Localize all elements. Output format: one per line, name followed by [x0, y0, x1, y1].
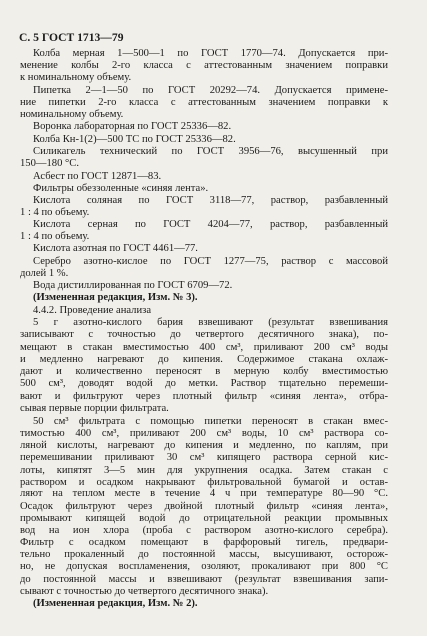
- text-line: но, не допуская воспламенения, озоляют, прокаливают при 800 °С: [20, 561, 388, 572]
- text-line: Фильтры обеззоленные «синяя лента».: [33, 183, 209, 194]
- text-line: Асбест по ГОСТ 12871—83.: [33, 171, 162, 182]
- text-line: вод на ион хлора (проба с раствором азотно-кислого серебра).: [20, 525, 388, 536]
- text-line: 150—180 °С.: [20, 158, 79, 169]
- text-line: записывают с точностью до четвертого десятичного знака), по-: [20, 329, 388, 340]
- text-line: номинальному объему.: [20, 109, 124, 120]
- text-line: вают и фильтруют через плотный фильтр «синяя лента», отбра-: [20, 391, 388, 402]
- text-line: 500 см³, доводят водой до метки. Раствор тщательно перемеши-: [20, 378, 388, 389]
- text-line: лоты, кипятят 3—5 мин для укрупнения осадка. Затем стакан с: [20, 465, 388, 476]
- text-line: Осадок фильтруют через двойной плотный фильтр «синяя лента»,: [20, 501, 388, 512]
- amendment-note: (Измененная редакция, Изм. № 2).: [33, 598, 198, 609]
- text-line: 1 : 4 по объему.: [20, 231, 90, 242]
- text-line: ляной кислоты, нагревают до кипения и медленно, по каплям, при: [20, 440, 388, 451]
- text-line: Вода дистиллированная по ГОСТ 6709—72.: [33, 280, 233, 291]
- text-line: до постоянной массы и взвешивают (результат взвешивания запи-: [20, 574, 388, 585]
- text-line: ние пипетки 2-го класса с аттестованным значением поправки к: [20, 97, 388, 108]
- text-line: промывают кипящей водой до отрицательной реакции промывных: [20, 513, 388, 524]
- text-line: тельно прокаленный до постоянной массы, высушивают, осторож-: [20, 549, 388, 560]
- text-line: Кислота серная по ГОСТ 4204—77, раствор, разбавленный: [33, 219, 388, 230]
- text-line: ляют на теплом месте в течение 4 ч при температуре 80—90 °С.: [20, 488, 388, 499]
- text-line: менение колбы 2-го класса с аттестованным значением поправки: [20, 60, 388, 71]
- text-line: Воронка лабораторная по ГОСТ 25336—82.: [33, 121, 232, 132]
- text-line: Кислота соляная по ГОСТ 3118—77, раствор, разбавленный: [33, 195, 388, 206]
- text-line: Кислота азотная по ГОСТ 4461—77.: [33, 243, 198, 254]
- text-line: мещают в стакан вместимостью 400 см³, приливают 200 см³ воды: [20, 342, 388, 353]
- text-line: к номинальному объему.: [20, 72, 132, 83]
- text-line: дают и количественно переносят в мерную колбу вместимостью: [20, 366, 388, 377]
- text-line: 50 см³ фильтрата с помощью пипетки переносят в стакан вмес-: [33, 416, 388, 427]
- text-line: Колба мерная 1—500—1 по ГОСТ 1770—74. Допускается при-: [33, 48, 388, 59]
- text-line: 5 г азотно-кислого бария взвешивают (результат взвешивания: [33, 317, 388, 328]
- text-line: сывая первые порции фильтрата.: [20, 403, 169, 414]
- text-line: раствором и осадком накрывают фильтровальной бумагой и остав-: [20, 477, 388, 488]
- text-line: Пипетка 2—1—50 по ГОСТ 20292—74. Допускается примене-: [33, 85, 388, 96]
- text-line: Серебро азотно-кислое по ГОСТ 1277—75, раствор с массовой: [33, 256, 388, 267]
- text-line: Силикагель технический по ГОСТ 3956—76, высушенный при: [33, 146, 388, 157]
- text-line: перемешивании приливают 30 см³ кипящего раствора серной кис-: [20, 452, 388, 463]
- page-header: С. 5 ГОСТ 1713—79: [19, 31, 124, 44]
- text-line: долей 1 %.: [20, 268, 69, 279]
- text-line: тимостью 400 см³, приливают 200 см³ воды, 10 см³ раствора со-: [20, 428, 388, 439]
- text-line: сывают с точностью до четвертого десятичного знака).: [20, 586, 269, 597]
- text-line: 4.4.2. Проведение анализа: [33, 305, 152, 316]
- text-line: Фильтр с осадком помещают в фарфоровый тигель, предвари-: [20, 537, 388, 548]
- text-line: 1 : 4 по объему.: [20, 207, 90, 218]
- text-line: и медленно нагревают до кипения. Содержимое стакана охлаж-: [20, 354, 388, 365]
- amendment-note: (Измененная редакция, Изм. № 3).: [33, 292, 198, 303]
- text-line: Колба Кн-1(2)—500 ТС по ГОСТ 25336—82.: [33, 134, 236, 145]
